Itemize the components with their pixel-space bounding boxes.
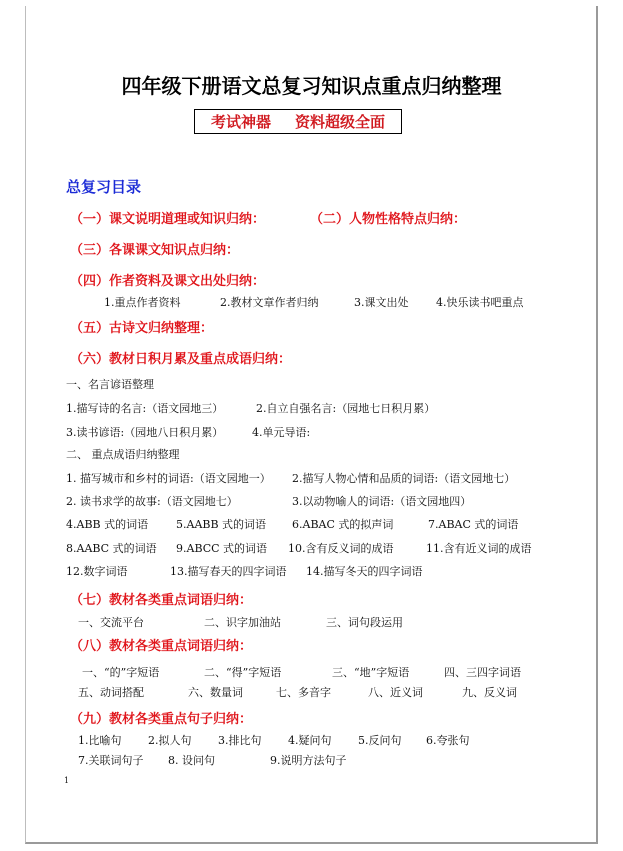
s8-item: 八、近义词 [368, 686, 423, 699]
toc-heading: 总复习目录 [66, 178, 142, 196]
s6-part2-item: 12.数字词语 [66, 565, 128, 578]
s9-item: 1.比喻句 [78, 734, 122, 747]
section-9-heading: （九）教材各类重点句子归纳： [70, 712, 253, 727]
s7-item: 二、识字加油站 [204, 616, 281, 629]
s6-part2-item: 2. 读书求学的故事:（语文园地七） [66, 495, 238, 508]
s6-part1-item: 2.自立自强名言:（园地七日积月累） [256, 402, 436, 415]
s8-item: 五、动词搭配 [78, 686, 144, 699]
s8-item: 九、反义词 [462, 686, 517, 699]
s6-part2-item: 7.ABAC 式的词语 [428, 518, 519, 531]
s4-item: 4.快乐读书吧重点 [436, 296, 524, 309]
s9-item: 5.反问句 [358, 734, 402, 747]
s6-part2-item: 11.含有近义词的成语 [426, 542, 532, 555]
document-title: 四年级下册语文总复习知识点重点归纳整理 [121, 74, 502, 98]
s9-item: 8. 设问句 [168, 754, 215, 767]
s6-part2-item: 14.描写冬天的四字词语 [306, 565, 423, 578]
section-2-heading: （二）人物性格特点归纳： [310, 212, 467, 227]
s6-part1-item: 3.读书谚语:（园地八日积月累） [66, 426, 224, 439]
s6-part2-item: 4.ABB 式的词语 [66, 518, 149, 531]
s9-item: 9.说明方法句子 [270, 754, 347, 767]
s6-part2-item: 3.以动物喻人的词语:（语文园地四） [292, 495, 472, 508]
s6-part1-item: 4.单元导语: [252, 426, 311, 439]
s8-item: 六、数量词 [188, 686, 243, 699]
s9-item: 2.拟人句 [148, 734, 192, 747]
s9-item: 6.夸张句 [426, 734, 470, 747]
s9-item: 3.排比句 [218, 734, 262, 747]
s8-item: 三、“地”字短语 [332, 666, 410, 679]
s6-part1-heading: 一、名言谚语整理 [66, 378, 154, 391]
s6-part2-item: 2.描写人物心情和品质的词语:（语文园地七） [292, 472, 516, 485]
s6-part2-item: 5.AABB 式的词语 [176, 518, 267, 531]
section-5-heading: （五）古诗文归纳整理： [70, 321, 214, 336]
s4-item: 2.教材文章作者归纳 [220, 296, 319, 309]
section-8-heading: （八）教材各类重点词语归纳： [70, 639, 253, 654]
section-1-heading: （一）课文说明道理或知识归纳： [70, 212, 266, 227]
s6-part2-heading: 二、 重点成语归纳整理 [66, 448, 180, 461]
s9-item: 4.疑问句 [288, 734, 332, 747]
s6-part1-item: 1.描写诗的名言:（语文园地三） [66, 402, 224, 415]
s8-item: 二、“得”字短语 [204, 666, 282, 679]
s4-item: 1.重点作者资料 [104, 296, 181, 309]
s6-part2-item: 8.AABC 式的词语 [66, 542, 157, 555]
page-number: 1 [64, 776, 70, 785]
s8-item: 七、多音字 [276, 686, 331, 699]
s8-item: 四、三四字词语 [444, 666, 521, 679]
s6-part2-item: 1. 描写城市和乡村的词语:（语文园地一） [66, 472, 271, 485]
s7-item: 一、交流平台 [78, 616, 144, 629]
banner-box [194, 109, 402, 134]
section-6-heading: （六）教材日积月累及重点成语归纳： [70, 352, 292, 367]
section-3-heading: （三）各课课文知识点归纳： [70, 243, 240, 258]
s6-part2-item: 10.含有反义词的成语 [288, 542, 394, 555]
s9-item: 7.关联词句子 [78, 754, 144, 767]
s8-item: 一、“的”字短语 [82, 666, 160, 679]
s6-part2-item: 6.ABAC 式的拟声词 [292, 518, 394, 531]
s7-item: 三、词句段运用 [326, 616, 403, 629]
section-7-heading: （七）教材各类重点词语归纳： [70, 593, 253, 608]
s4-item: 3.课文出处 [354, 296, 409, 309]
section-4-heading: （四）作者资料及课文出处归纳： [70, 274, 266, 289]
banner-left-text: 考试神器 [210, 113, 271, 131]
banner-right-text: 资料超级全面 [295, 113, 386, 131]
s6-part2-item: 9.ABCC 式的词语 [176, 542, 268, 555]
s6-part2-item: 13.描写春天的四字词语 [170, 565, 287, 578]
